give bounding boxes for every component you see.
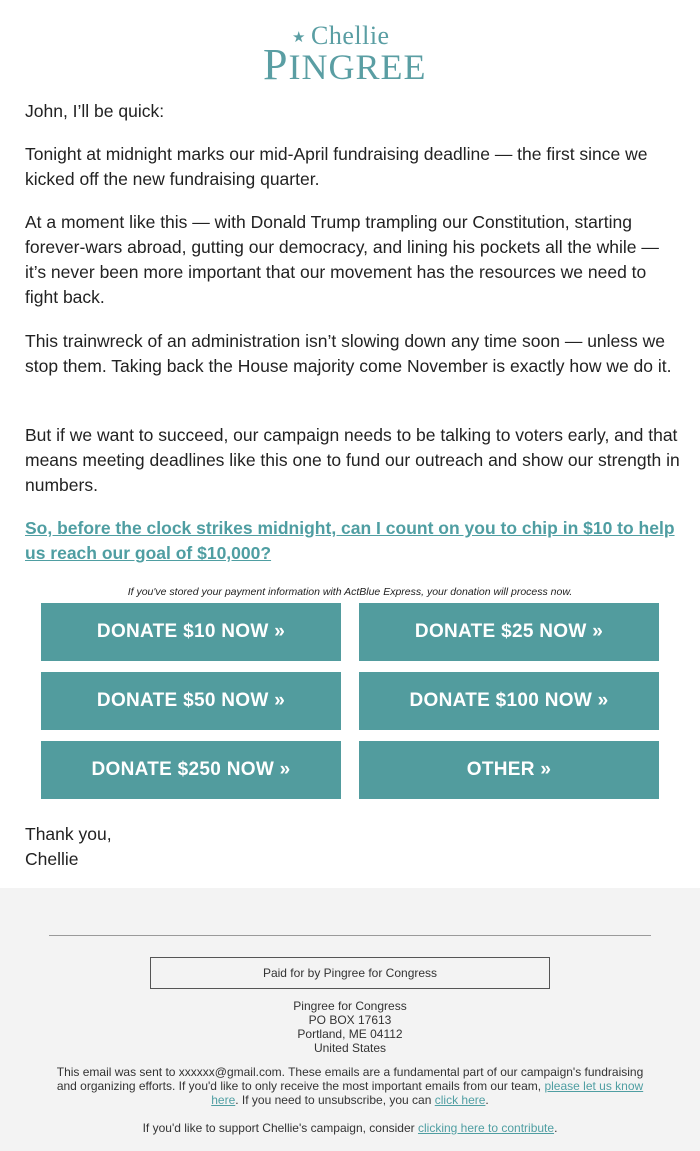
cta-link[interactable]: So, before the clock strikes midnight, can I count on you to chip in $10 to help us reach our goal of $10,000? [25,518,675,563]
email-preferences-link[interactable]: please let us know here [211,1079,644,1107]
signoff-name: Chellie [25,849,79,869]
donate-other-button[interactable]: OTHER » [359,741,659,799]
logo-first-name: Chellie [311,21,390,50]
donate-10-button[interactable]: DONATE $10 NOW » [41,603,341,661]
address-line: Portland, ME 04112 [297,1027,403,1041]
unsubscribe-link[interactable]: click here [434,1093,486,1107]
greeting: John, I’ll be quick: [25,101,165,121]
donate-250-button[interactable]: DONATE $250 NOW » [41,741,341,799]
email-footer [0,888,700,1151]
paragraph: At a moment like this — with Donald Trump trampling our Constitution, starting forever-wars abroad, gutting our democracy, and lining his pockets all the while — it’s never been more important that our movement has the resources we need to fight back. [25,212,659,307]
support-line: If you'd like to support Chellie's campaign, consider clicking here to contribute. [142,1121,558,1135]
star-icon: ★ [292,29,306,46]
address-line: Pingree for Congress [293,999,407,1013]
contribute-link[interactable]: clicking here to contribute [417,1121,555,1135]
mailing-address [0,999,700,1055]
paragraph: But if we want to succeed, our campaign needs to be talking to voters early, and that means meeting deadlines like this one to fund our outreach and show our strength in numbers. [25,425,680,495]
paragraph: This trainwreck of an administration isn’t slowing down any time soon — unless we stop them. Taking back the House majority come November is exactly how we do it. [25,331,672,376]
donate-50-button[interactable]: DONATE $50 NOW » [41,672,341,730]
signoff [25,822,112,872]
donate-25-button[interactable]: DONATE $25 NOW » [359,603,659,661]
donate-100-button[interactable]: DONATE $100 NOW » [359,672,659,730]
donation-cta [25,516,680,566]
signoff-thanks: Thank you, [25,824,112,844]
paid-for-box: Paid for by Pingree for Congress [150,957,550,989]
legal-notice: This email was sent to xxxxxx@gmail.com. These emails are a fundamental part of our campaign's fundraising and organizing efforts. If you'd like to only receive the most important emails from our team, please let us know here. If you need to unsubscribe, you can click here. [56,1065,644,1107]
campaign-logo [263,21,443,89]
address-line: PO BOX 17613 [308,1013,392,1027]
actblue-express-note: If you've stored your payment information with ActBlue Express, your donation will process now. [127,586,573,598]
footer-divider [49,935,651,936]
logo-last-name: PINGREE [263,40,427,89]
address-line: United States [313,1041,387,1055]
paragraph: Tonight at midnight marks our mid-April fundraising deadline — the first since we kicked off the new fundraising quarter. [25,144,648,189]
